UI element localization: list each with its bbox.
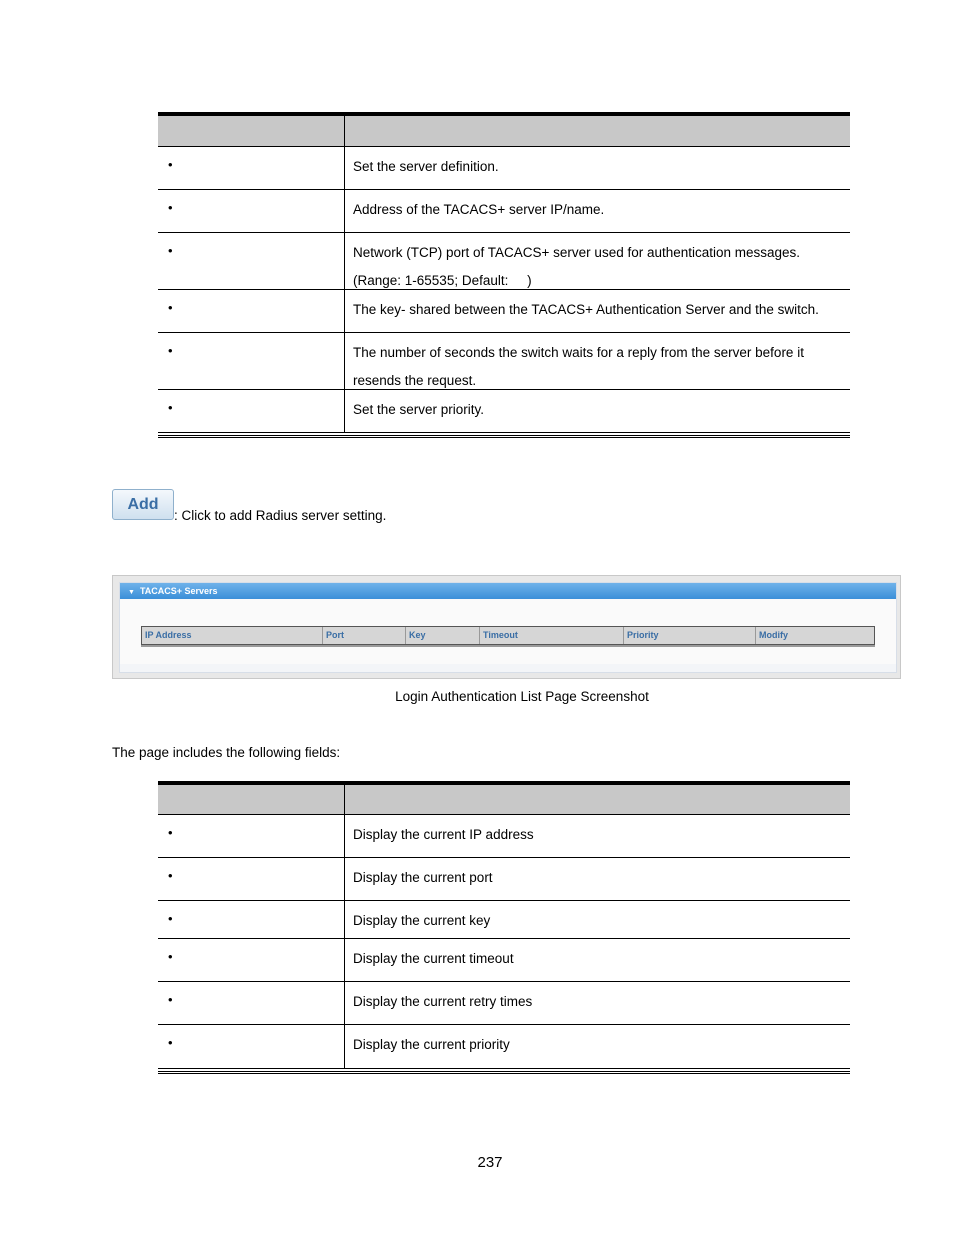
ui-screenshot [112,575,901,679]
row-description: Display the current retry times [353,994,533,1009]
table-row [158,858,850,901]
tacacs-servers-panel [119,582,897,673]
bullet: • [168,825,173,840]
column-key: Key [406,627,480,644]
table-bottom-rule [158,435,850,438]
table-row [158,901,850,939]
table-row [158,815,850,858]
table-row [158,147,850,190]
collapse-arrow-icon[interactable]: ▼ [128,589,135,596]
panel-header[interactable] [120,583,896,599]
bullet: • [168,300,173,315]
table-row [158,982,850,1025]
table-row [158,290,850,333]
bullet: • [168,1035,173,1050]
row-description: Display the current IP address [353,827,534,842]
server-settings-table [158,112,850,438]
row-description: Display the current key [353,913,491,928]
row-description: Network (TCP) port of TACACS+ server used for authentication messages. [353,245,801,260]
table-row [158,190,850,233]
table-row [158,390,850,433]
row-description: Set the server definition. [353,159,499,174]
bullet: • [168,343,173,358]
row-description: Display the current priority [353,1037,510,1052]
table-row [158,233,850,290]
row-description: Display the current port [353,870,493,885]
table-header [158,115,850,147]
panel-title: TACACS+ Servers [139,586,218,596]
table-row [158,333,850,390]
fields-table [158,781,850,1074]
add-button-description: : Click to add Radius server setting. [174,508,387,523]
intro-text: The page includes the following fields: [112,745,341,760]
servers-grid-header [141,626,875,645]
page-number: 237 [477,1154,503,1171]
table-bottom-rule [158,1071,850,1074]
column-priority: Priority [624,627,756,644]
panel-body [120,599,896,664]
column-ip-address: IP Address [142,627,323,644]
table-header [158,784,850,815]
column-port: Port [323,627,406,644]
row-description-line2: resends the request. [353,373,477,388]
column-modify: Modify [759,630,788,640]
bullet: • [168,200,173,215]
row-description: The key- shared between the TACACS+ Authentication Server and the switch. [353,302,819,317]
bullet: • [168,868,173,883]
row-description-line2: (Range: 1-65535; Default: ) [353,273,532,288]
row-description: Display the current timeout [353,951,514,966]
add-button[interactable]: Add [112,489,174,520]
bullet: • [168,992,173,1007]
figure-caption: Login Authentication List Page Screenshot [395,689,649,704]
row-description: Address of the TACACS+ server IP/name. [353,202,605,217]
row-description: Set the server priority. [353,402,485,417]
row-description: The number of seconds the switch waits for a reply from the server before it [353,345,804,360]
table-row [158,939,850,982]
bullet: • [168,157,173,172]
column-timeout: Timeout [480,627,624,644]
bullet: • [168,400,173,415]
bullet: • [168,243,173,258]
bullet: • [168,949,173,964]
table-row [158,1025,850,1069]
bullet: • [168,911,173,926]
